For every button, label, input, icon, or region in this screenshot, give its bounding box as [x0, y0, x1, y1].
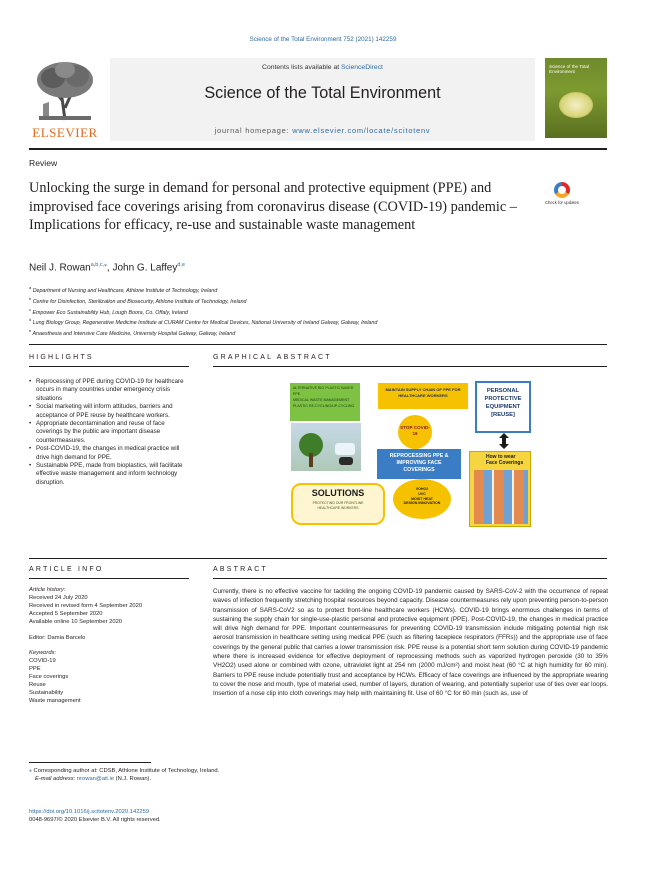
keyword: Sustainability — [29, 689, 64, 696]
corresponding-author: ⁎ Corresponding author at: CDSB, Athlone Institute of Technology, Ireland. — [29, 768, 220, 774]
journal-cover-image — [545, 58, 607, 138]
abstract-rule — [213, 578, 607, 579]
ga-poster-figures — [474, 470, 528, 524]
abstract-text: Currently, there is no effective vaccine for tackling the ongoing COVID-19 pandemic caused by SARS-CoV-2 with the occurrence of repeat waves of infection frequently stretching hospital resources beyond capacity. Disease countermeasures rely upon preventing person-to-person transmission of SARS-CoV2 so as to protect front-line healthcare workers (HCWs). COVID-19 brings enormous challenges in terms of sustaining the supply chain for single-use-plastic personal and protective equipment (PPE). Post-COVID-19, the changes in medical practice will drive high demand for PPE. Important countermeasures for preventing COVID-19 transmission include mitigating potential high risk aerosol transmission in healthcare setting using medical PPE (such as filtering facepiece respirators (FFRs)) and the appropriate use of face coverings by the general public that carries a lower transmission risk. PPE reuse is a potential short term solution during COVID-19 pandemic where there is increased evidence for effective deployment of reprocessing methods such as vaporized hydrogen peroxide (30 to 35% VH2O2) used alone or combined with ozone, ultraviolet light at 254 nm (2000 mJ/cm²) and moist heat (60 °C at high humidity for 60 min). Barriers to PPE reuse include potentially trust and acceptance by HCWs. Efficacy of face coverings are influenced by the appropriate wearing to cover the nose and mouth, type of material used, number of layers, duration of wearing, and potentially superior use of ties over ear loops. Insertion of a nose clip into cloth coverings may help with maintaining fit. Use of 60 °C for 60 min (such as, use of — [213, 588, 608, 698]
history-label: Article history: — [29, 587, 66, 593]
highlight-item: • Post-COVID-19, the changes in medical practice will drive high demand for PPE. — [29, 445, 189, 462]
affiliation-item: $^b$ Centre for Disinfection, Sterilization and Biosecurity, Athlone Institute of Technology, Ireland — [29, 295, 247, 305]
ga-stop-circle: STOP COVID-19 — [398, 415, 432, 449]
keywords-label: Keywords: — [29, 650, 57, 657]
double-arrow-icon — [498, 433, 510, 449]
footnote — [29, 767, 329, 784]
keyword: PPE — [29, 666, 41, 673]
highlights-rule — [29, 366, 189, 367]
graphical-abstract-heading: GRAPHICAL ABSTRACT — [213, 354, 332, 361]
highlights-heading: HIGHLIGHTS — [29, 354, 94, 361]
graphical-abstract-figure[interactable] — [213, 375, 607, 529]
copyright: 0048-9697/© 2020 Elsevier B.V. All rights reserved. — [29, 817, 161, 824]
article-info-heading: ARTICLE INFO — [29, 566, 104, 573]
elsevier-wordmark: ELSEVIER — [32, 125, 98, 140]
ga-supply-box: MAINTAIN SUPPLY CHAIN OF PPE FOR HEALTHCARE WORKERS — [378, 383, 468, 409]
doi-link[interactable]: https://doi.org/10.1016/j.scitotenv.2020.142259 — [29, 809, 150, 815]
author-name[interactable]: Neil J. Rowan — [29, 262, 91, 274]
history-item: Received in revised form 4 September 2020 — [29, 602, 143, 609]
graphical-abstract-rule — [213, 366, 607, 367]
contents-lists: Contents lists available at ScienceDirect — [262, 64, 383, 71]
journal-title: Science of the Total Environment — [204, 84, 441, 102]
affiliation-item: $^e$ Anaesthesia and Intensive Care Medicine, University Hospital Galway, Galway, Ireland — [29, 328, 236, 337]
journal-homepage: journal homepage: www.elsevier.com/locate/scitotenv — [214, 126, 431, 135]
affiliation-item: $^d$ Lung Biology Group, Regenerative Medicine Institute at CURAM Centre for Medical Devices, National University of Ireland Galway, Galway, Ireland — [29, 317, 378, 327]
journal-reference[interactable]: Science of the Total Environment 752 (2021) 142259 — [249, 36, 397, 43]
highlight-item: • Appropriate decontamination and reuse of face coverings by the public are important disease countermeasures. — [29, 420, 189, 445]
ga-poster-image — [469, 451, 531, 527]
homepage-link[interactable]: www.elsevier.com/locate/scitotenv — [292, 126, 431, 135]
highlight-item: • Reprocessing of PPE during COVID-19 for healthcare occurs in many countries under emergency crisis situations — [29, 378, 189, 403]
email-line: E-mail address: nrowan@ait.ie (N.J. Rowan). — [35, 776, 152, 783]
article-info-rule — [29, 578, 189, 579]
affiliation-item: $^a$ Department of Nursing and Healthcare, Athlone Institute of Technology, Ireland — [29, 285, 218, 294]
masthead-rule — [29, 148, 607, 150]
keyword: Waste management — [29, 697, 81, 704]
cover-title: Science of the Total Environment — [549, 64, 590, 75]
doi-block — [29, 808, 329, 825]
footnote-rule — [29, 762, 151, 763]
ga-solutions-box — [291, 483, 385, 525]
author-affil-marks: d,e — [177, 262, 185, 268]
affiliation-item: $^c$ Empower Eco Sustainability Hub, Lough Boora, Co. Offaly, Ireland — [29, 306, 188, 316]
email-link[interactable]: nrowan@ait.ie — [76, 776, 115, 783]
article-type: Review — [29, 158, 58, 168]
highlights-list — [29, 378, 189, 487]
highlight-item: • Sustainable PPE, made from bioplastics, will facilitate effective waste management and inform technology disruption. — [29, 462, 189, 487]
sciencedirect-link[interactable]: ScienceDirect — [341, 64, 383, 71]
editor: Editor: Damia Barcelo — [29, 634, 86, 641]
history-item: Accepted 5 September 2020 — [29, 610, 103, 617]
author-list: Neil J. Rowan$^{a,b,c,⁎}$, John G. Laffey$^{d,e}$ — [29, 262, 185, 274]
ga-ppe-box: PERSONAL PROTECTIVE EQUIPMENT [REUSE] — [475, 381, 531, 433]
ga-solutions-title: SOLUTIONS — [311, 488, 365, 498]
author-affil-marks: a,b,c,⁎ — [90, 262, 107, 268]
author-name[interactable]: John G. Laffey — [112, 262, 178, 274]
ga-green-box: ALTERNATIVE BIO PLASTIC BASED PPE MEDICAL WASTE MANAGEMENT PLASTIC RE-CYCLING/UP-CYCLING — [290, 383, 360, 421]
highlight-item: • Social marketing will inform attitudes, barriers and acceptance of PPE reuse by healthcare workers. — [29, 403, 189, 420]
ga-reprocess-box: REPROCESSING PPE & IMPROVING FACE COVERINGS — [377, 449, 461, 479]
article-title: Unlocking the surge in demand for personal and protective equipment (PPE) and improvised face coverings arising from coronavirus disease (COVID-19) pandemic – Implications for efficacy, re-use and sustainable waste management — [29, 180, 517, 233]
cover-graphic — [559, 92, 593, 118]
ga-methods-circle: VOHO2 UVC MOIST HEAT DESIGN INNOVATION — [393, 479, 451, 519]
check-for-updates-icon-center — [558, 186, 566, 194]
ga-poster-title: How to wear Face Coverings — [486, 454, 524, 466]
keyword: COVID-19 — [29, 658, 56, 665]
affiliations — [29, 283, 589, 339]
ga-solutions-sub: PROTECTING OUR FRONTLINE HEALTHCARE WORKERS — [312, 501, 364, 510]
history-item: Received 24 July 2020 — [29, 594, 88, 601]
keyword: Face coverings — [29, 674, 69, 681]
abstract-heading: ABSTRACT — [213, 566, 268, 573]
check-for-updates-label[interactable]: Check for updates — [545, 200, 579, 205]
section-rule — [29, 344, 607, 345]
keyword: Reuse — [29, 682, 46, 689]
section-rule — [29, 558, 607, 559]
history-item: Available online 10 September 2020 — [29, 618, 123, 625]
ga-tree-mask-photo — [291, 423, 361, 471]
article-info — [29, 587, 189, 706]
